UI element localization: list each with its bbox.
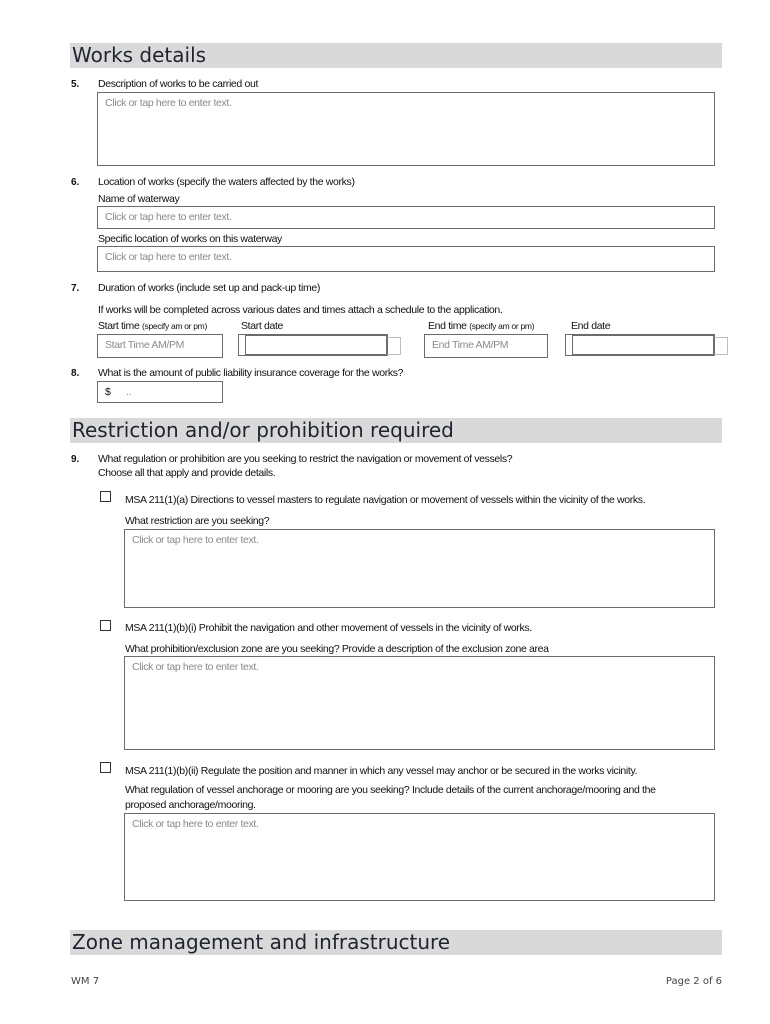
duration-note: If works will be completed across various dates and times attach a schedule to the application. (98, 304, 503, 316)
section-heading-restriction: Restriction and/or prohibition required (70, 418, 722, 443)
option-211-1bi-label: MSA 211(1)(b)(i) Prohibit the navigation and other movement of vessels in the vicinity of works. (125, 622, 532, 634)
option-211-1bi-question: What prohibition/exclusion zone are you seeking? Provide a description of the exclusion zone area (125, 643, 549, 655)
option-211-1bi-placeholder: Click or tap here to enter text. (132, 661, 259, 673)
start-time-placeholder: Start Time AM/PM (105, 339, 184, 351)
option-211-1bii-question-line2: proposed anchorage/mooring. (125, 799, 256, 811)
end-date-input[interactable] (572, 335, 714, 355)
question-7-label: Duration of works (include set up and pack-up time) (98, 282, 321, 294)
footer-form-code: WM 7 (71, 976, 100, 987)
question-number-8: 8. (71, 368, 80, 379)
start-time-label (98, 320, 207, 332)
insurance-amount-placeholder: .. (126, 386, 132, 398)
currency-symbol: $ (105, 386, 111, 398)
start-date-input[interactable] (245, 335, 387, 355)
insurance-amount-field[interactable] (97, 381, 223, 403)
start-date-dropdown[interactable] (387, 337, 401, 355)
works-description-field[interactable] (97, 92, 715, 166)
specific-location-field[interactable] (97, 246, 715, 272)
question-number-5: 5. (71, 79, 80, 90)
start-time-label-text: Start time (98, 320, 140, 332)
option-211-1a-label: MSA 211(1)(a) Directions to vessel masters to regulate navigation or movement of vessels within the vicinity of the works. (125, 494, 646, 506)
option-211-1a-question: What restriction are you seeking? (125, 515, 270, 527)
question-5-label: Description of works to be carried out (98, 78, 259, 90)
start-time-hint: (specify am or pm) (142, 321, 207, 331)
waterway-name-label: Name of waterway (98, 193, 180, 205)
specific-location-placeholder: Click or tap here to enter text. (105, 251, 232, 263)
question-9-label-line2: Choose all that apply and provide details. (98, 467, 276, 479)
option-211-1bii-details-field[interactable] (124, 813, 715, 901)
option-211-1a-details-field[interactable] (124, 529, 715, 608)
question-number-6: 6. (71, 177, 80, 188)
option-211-1bi-checkbox[interactable] (100, 620, 111, 631)
end-time-label (428, 320, 534, 332)
start-date-label: Start date (241, 320, 284, 332)
end-time-field[interactable] (424, 334, 548, 358)
option-211-1bii-label: MSA 211(1)(b)(ii) Regulate the position and manner in which any vessel may anchor or be secured in the works vicinity. (125, 765, 638, 777)
end-date-dropdown[interactable] (714, 337, 728, 355)
section-heading-zone-management: Zone management and infrastructure (70, 930, 722, 955)
footer-page-number: Page 2 of 6 (665, 976, 722, 987)
start-time-field[interactable] (97, 334, 223, 358)
end-time-label-text: End time (428, 320, 467, 332)
option-211-1a-placeholder: Click or tap here to enter text. (132, 534, 259, 546)
waterway-name-field[interactable] (97, 206, 715, 229)
end-time-placeholder: End Time AM/PM (432, 339, 509, 351)
question-number-7: 7. (71, 283, 80, 294)
question-number-9: 9. (71, 454, 80, 465)
option-211-1bii-checkbox[interactable] (100, 762, 111, 773)
end-time-hint: (specify am or pm) (469, 321, 535, 331)
option-211-1bii-question-line1: What regulation of vessel anchorage or mooring are you seeking? Include details of the current anchorage/mooring and the (125, 784, 656, 796)
option-211-1bi-details-field[interactable] (124, 656, 715, 750)
option-211-1a-checkbox[interactable] (100, 491, 111, 502)
option-211-1bii-placeholder: Click or tap here to enter text. (132, 818, 259, 830)
waterway-name-placeholder: Click or tap here to enter text. (105, 211, 232, 223)
end-date-label: End date (571, 320, 611, 332)
works-description-placeholder: Click or tap here to enter text. (105, 97, 232, 109)
question-9-label-line1: What regulation or prohibition are you seeking to restrict the navigation or movement of vessels? (98, 453, 513, 465)
specific-location-label: Specific location of works on this waterway (98, 233, 282, 245)
question-8-label: What is the amount of public liability insurance coverage for the works? (98, 367, 404, 379)
question-6-label: Location of works (specify the waters affected by the works) (98, 176, 355, 188)
section-heading-works-details: Works details (70, 43, 722, 68)
